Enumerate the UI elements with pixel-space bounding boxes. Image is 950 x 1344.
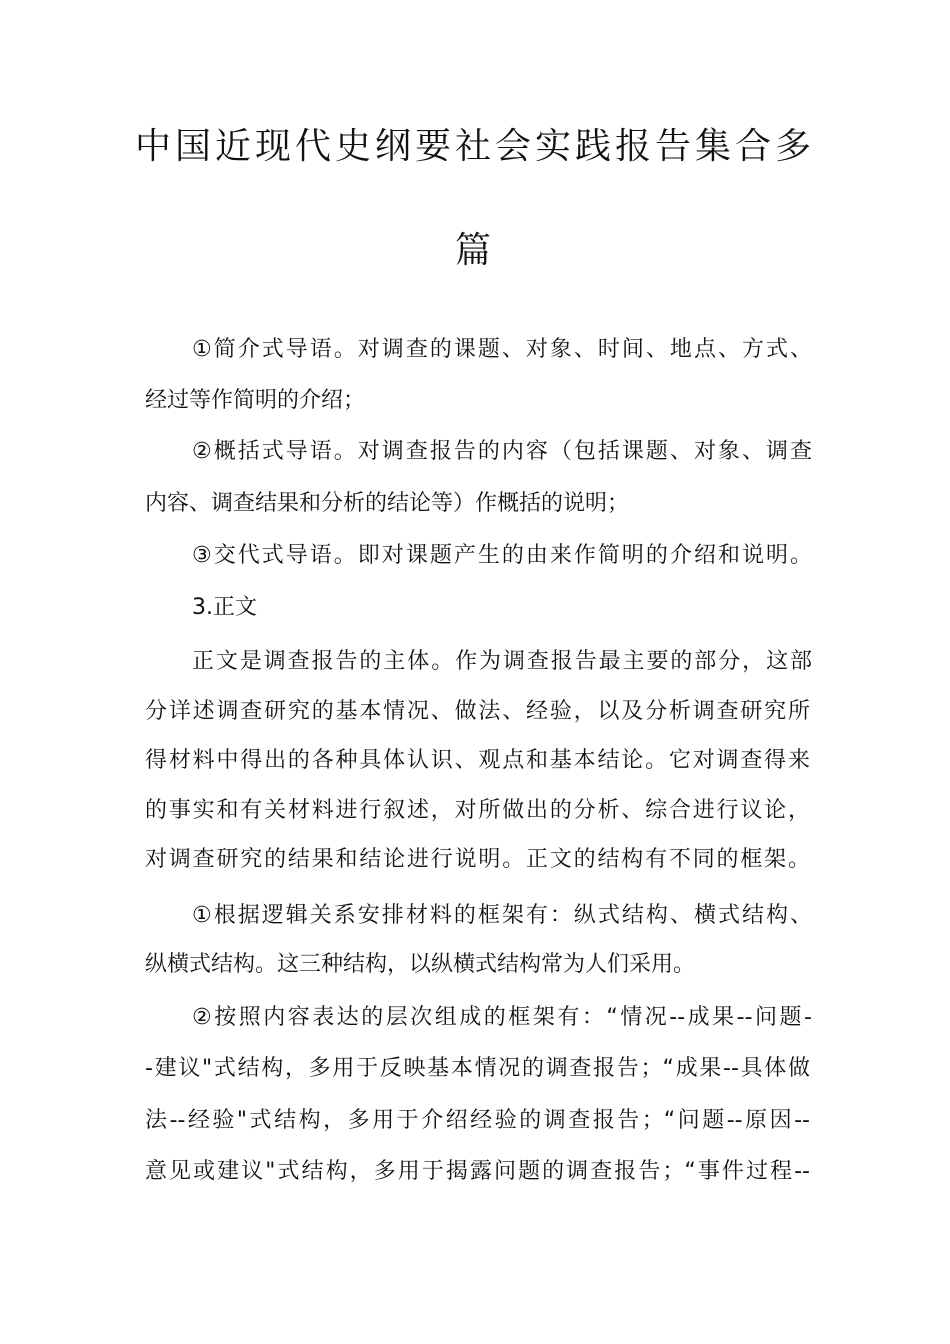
text-line: ③交代式导语。即对课题产生的由来作简明的介绍和说明。 (192, 543, 812, 568)
section-heading: 3.正文 (192, 595, 257, 620)
text-line: 经过等作简明的介绍； (145, 388, 366, 413)
text-line: 的事实和有关材料进行叙述，对所做出的分析、综合进行议论， (145, 798, 810, 823)
text-line: 内容、调查结果和分析的结论等）作概括的说明； (145, 491, 630, 516)
text-line: 纵横式结构。这三种结构，以纵横式结构常为人们采用。 (145, 952, 696, 977)
text-line: 分详述调查研究的基本情况、做法、经验，以及分析调查研究所 (145, 699, 810, 724)
text-line: -建议"式结构，多用于反映基本情况的调查报告；“成果--具体做 (145, 1056, 810, 1081)
text-line: 意见或建议"式结构，多用于揭露问题的调查报告；“事件过程-- (145, 1159, 810, 1184)
text-line: 正文是调查报告的主体。作为调查报告最主要的部分，这部 (192, 649, 812, 674)
text-line: ①根据逻辑关系安排材料的框架有：纵式结构、横式结构、 (192, 903, 812, 928)
text-line: 法--经验"式结构，多用于介绍经验的调查报告；“问题--原因-- (145, 1108, 810, 1133)
text-line: 对调查研究的结果和结论进行说明。正文的结构有不同的框架。 (145, 847, 810, 872)
text-line: ②按照内容表达的层次组成的框架有：“情况--成果--问题- (192, 1005, 812, 1030)
text-line: ①简介式导语。对调查的课题、对象、时间、地点、方式、 (192, 337, 812, 362)
text-line: 得材料中得出的各种具体认识、观点和基本结论。它对调查得来 (145, 748, 810, 773)
document-title-line-2: 篇 (454, 230, 495, 271)
text-line: ②概括式导语。对调查报告的内容（包括课题、对象、调查 (192, 439, 812, 464)
document-title-line-1: 中国近现代史纲要社会实践报告集合多 (134, 126, 815, 167)
